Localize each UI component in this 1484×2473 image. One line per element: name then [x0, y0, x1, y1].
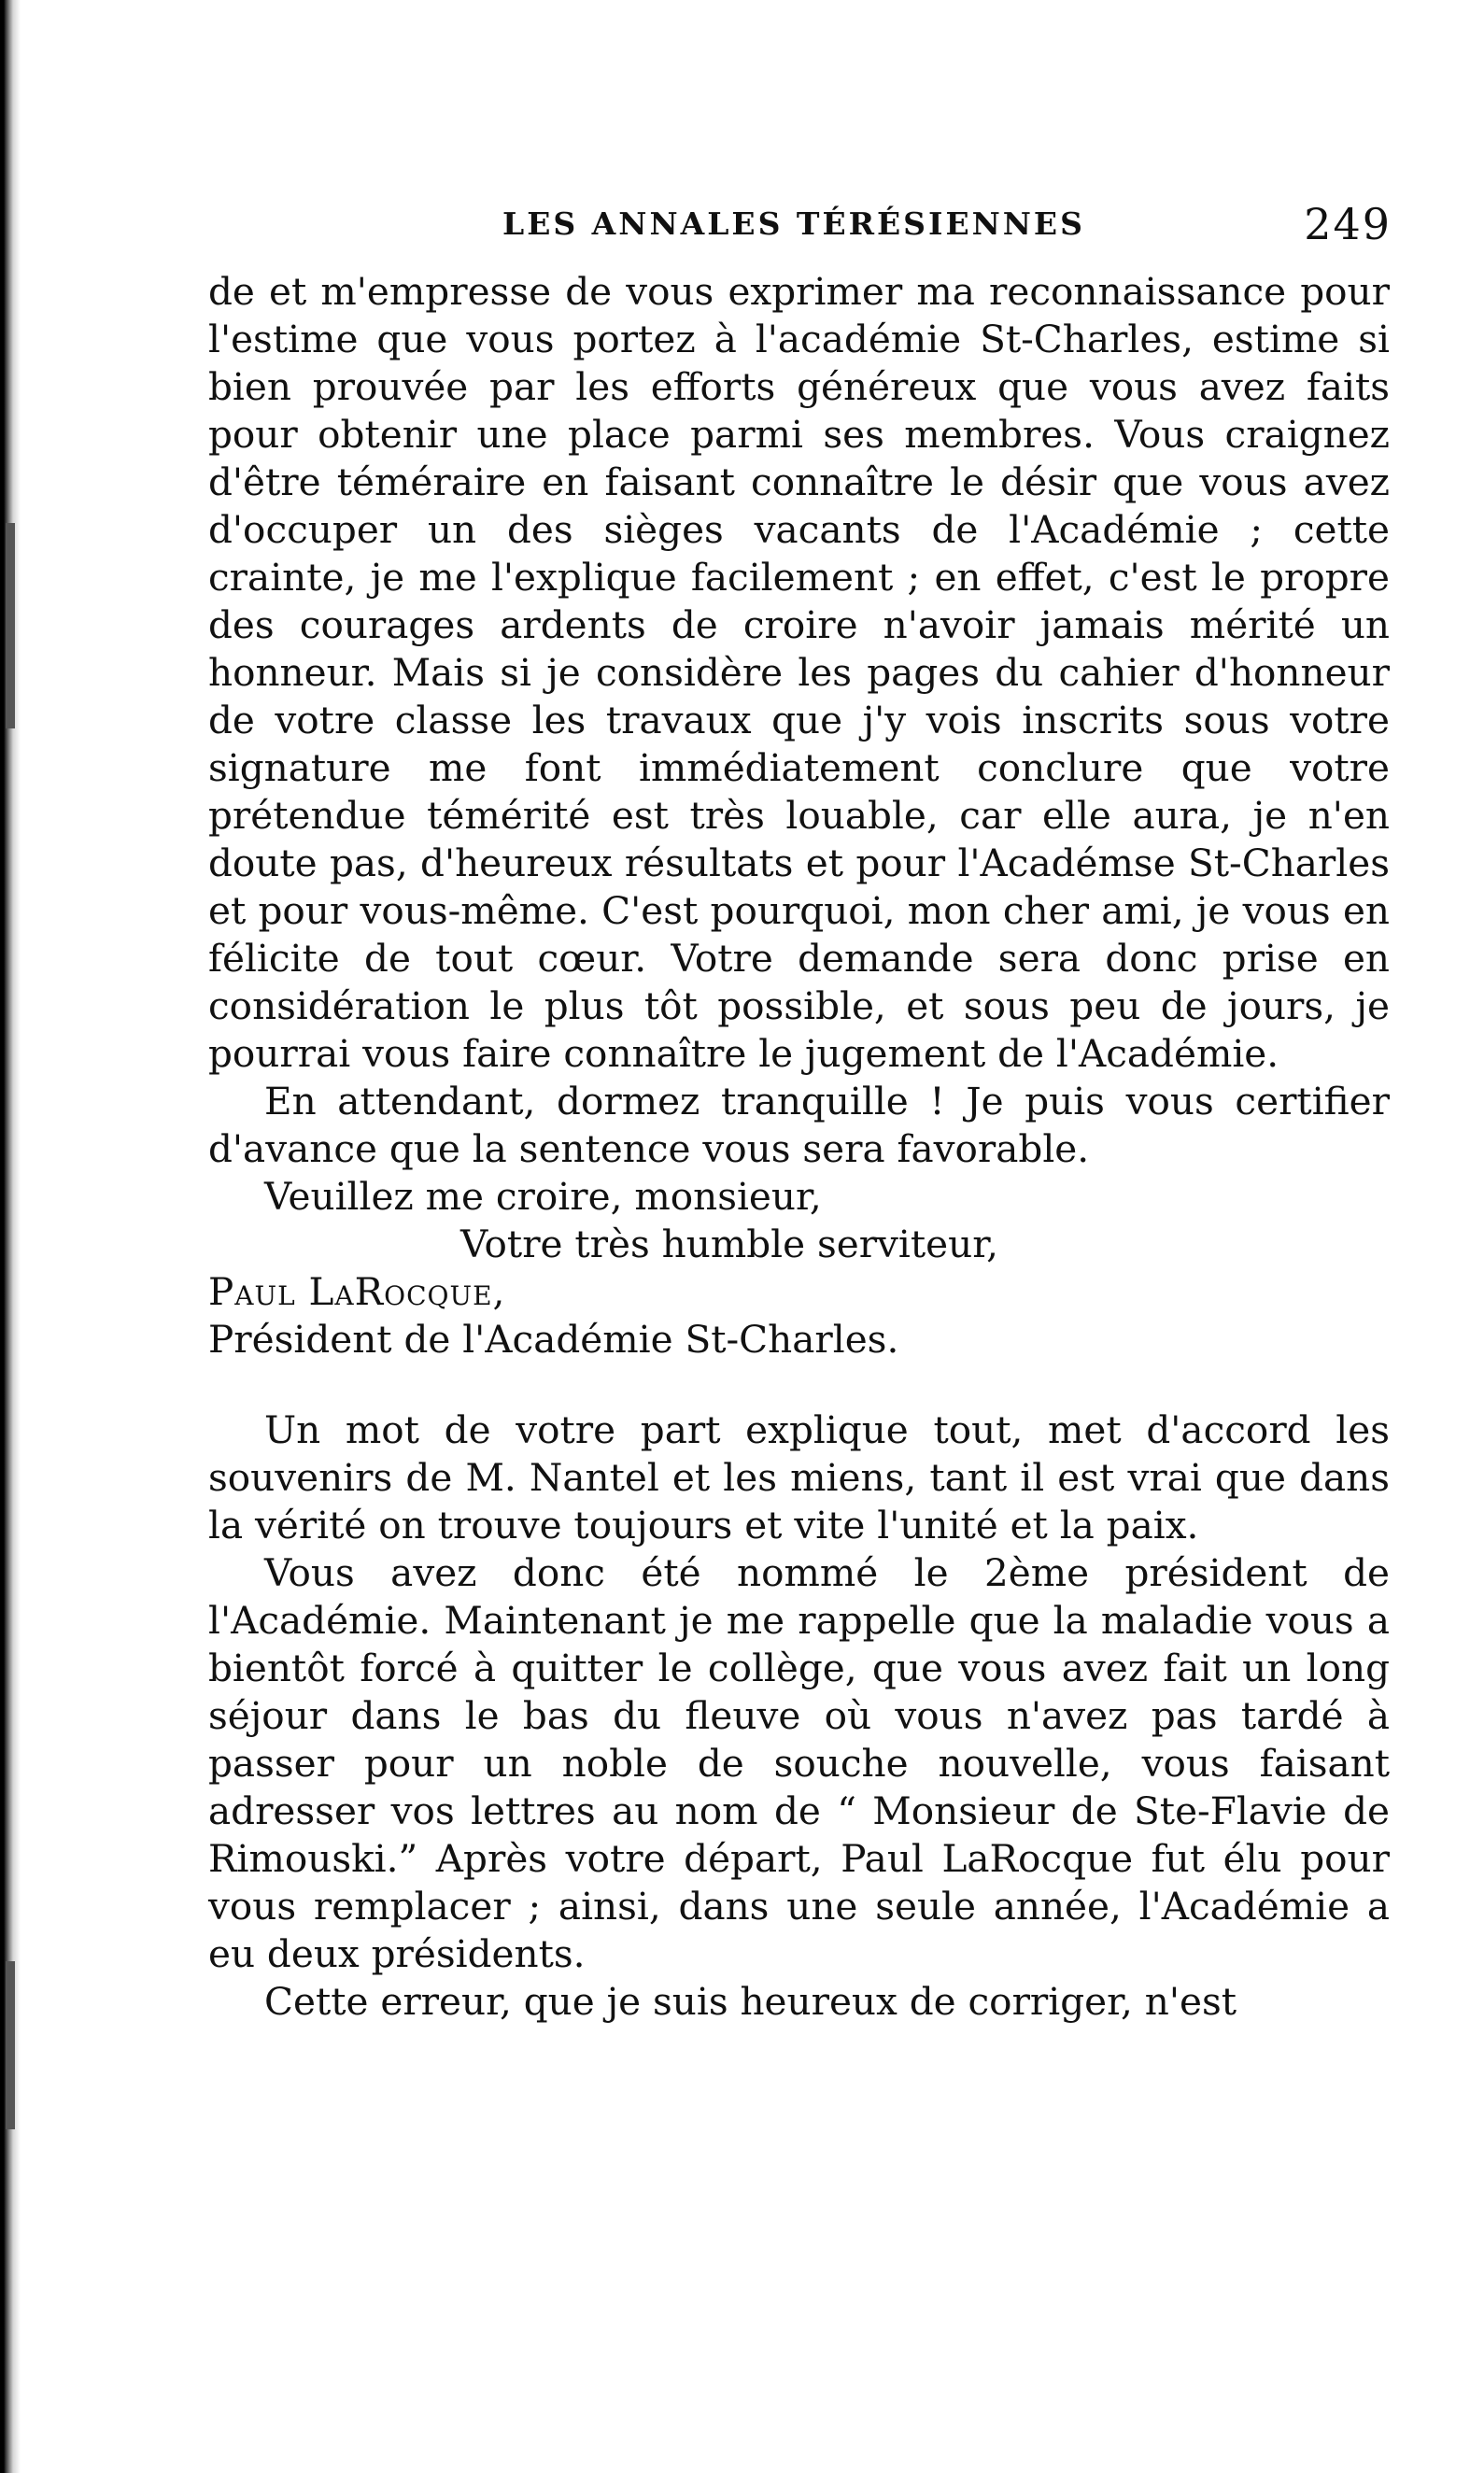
page-edge-speck [6, 523, 15, 728]
signature-name: Paul LaRocque, [208, 1269, 506, 1314]
body-paragraph: Vous avez donc été nommé le 2ème président de l'Académie. Maintenant je me rappelle que la maladie vous a bientôt forcé à quitter le collège, que vous avez fait un long séjour dans le bas du fleuve où vous n'avez pas tardé à passer pour un noble de souche nouvelle, vous faisant adresser vos lettres au nom de “ Monsieur de Ste-Flavie de Rimouski.” Après votre départ, Paul LaRocque fut élu pour vous remplacer ; ainsi, dans une seule année, l'Académie a eu deux présidents. [208, 1550, 1390, 1976]
page-header [205, 196, 1392, 252]
body-paragraph: Un mot de votre part explique tout, met d'accord les souvenirs de M. Nantel et les miens, tant il est vrai que dans la vérité on trouve toujours et vite l'unité et la paix. [208, 1407, 1390, 1547]
page-body [208, 268, 1390, 2026]
body-paragraph: Cette erreur, que je suis heureux de corriger, n'est [264, 1979, 1237, 2024]
running-head: LES ANNALES TÉRÉSIENNES [502, 205, 1085, 242]
letter-paragraph: de et m'empresse de vous exprimer ma reconnaissance pour l'estime que vous portez à l'académie St-Charles, estime si bien prouvée par les efforts généreux que vous avez faits pour obtenir une place parmi ses membres. Vous craignez d'être téméraire en faisant connaître le désir que vous avez d'occuper un des sièges vacants de l'Académie ; cette crainte, je me l'explique facilement ; en effet, c'est le propre des courages ardents de croire n'avoir jamais mérité un honneur. Mais si je considère les pages du cahier d'honneur de votre classe les travaux que j'y vois inscrits sous votre signature me font immédiatement conclure que votre prétendue témérité est très louable, car elle aura, je n'en doute pas, d'heureux résultats et pour l'Académse St-Charles et pour vous-même. C'est pourquoi, mon cher ami, je vous en félicite de tout cœur. Votre demande sera donc prise en considération le plus tôt possible, et sous peu de jours, je pourrai vous faire connaître le jugement de l'Académie. [208, 269, 1390, 1076]
page-edge-speck [6, 1961, 15, 2129]
letter-closing-formula: Votre très humble serviteur, [460, 1222, 998, 1266]
letter-closing: Veuillez me croire, monsieur, [264, 1174, 822, 1219]
letter-paragraph: En attendant, dormez tranquille ! Je puis vous certifier d'avance que la sentence vous sera favorable. [208, 1079, 1390, 1171]
page-number: 249 [1304, 199, 1392, 249]
signature-title: Président de l'Académie St-Charles. [208, 1317, 899, 1362]
